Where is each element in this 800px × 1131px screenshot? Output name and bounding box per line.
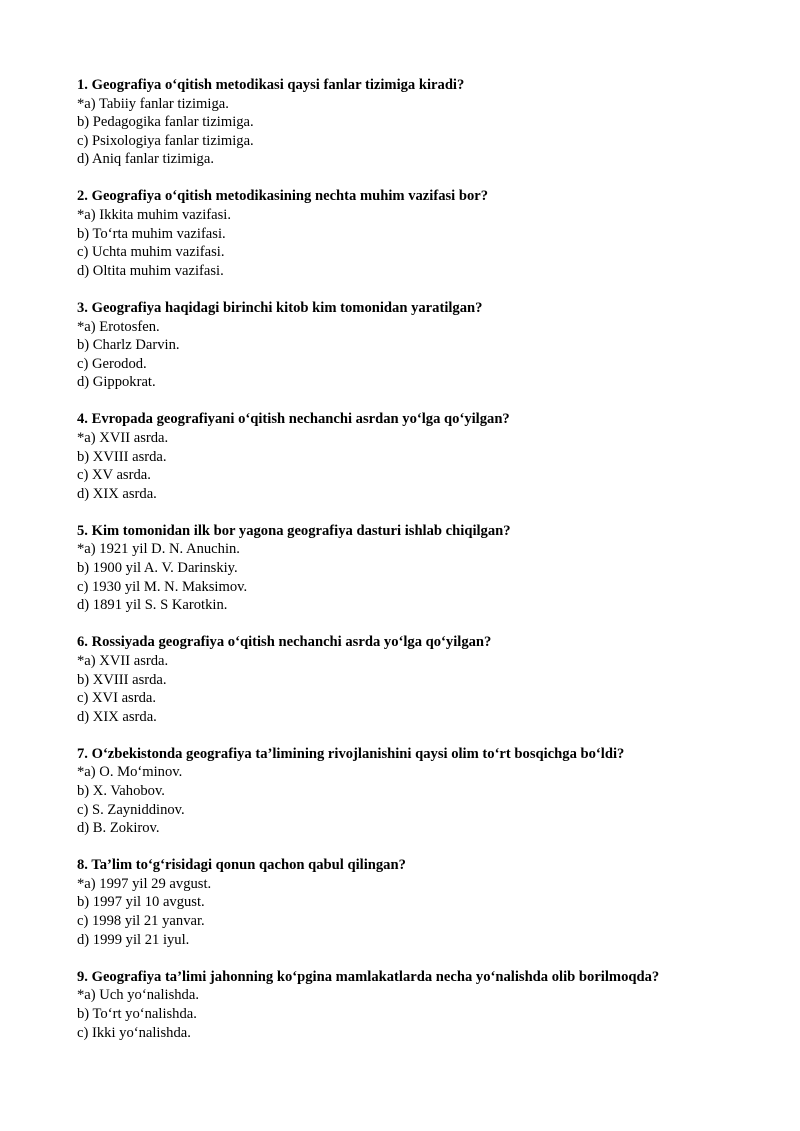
question-8 xyxy=(77,856,777,949)
question-title: 3. Geografiya haqidagi birinchi kitob kim tomonidan yaratilgan? xyxy=(77,299,483,316)
answer-option: *a) 1997 yil 29 avgust. xyxy=(77,875,212,892)
document-page xyxy=(77,76,777,1061)
answer-option: d) Aniq fanlar tizimiga. xyxy=(77,151,214,168)
question-title: 5. Kim tomonidan ilk bor yagona geografiya dasturi ishlab chiqilgan? xyxy=(77,522,511,539)
answer-option: b) Pedagogika fanlar tizimiga. xyxy=(77,114,254,131)
question-title: 9. Geografiya ta’limi jahonning ko‘pgina mamlakatlarda necha yo‘nalishda olib borilmoqda? xyxy=(77,968,660,985)
answer-option: d) XIX asrda. xyxy=(77,485,157,502)
answer-option: *a) Ikkita muhim vazifasi. xyxy=(77,207,231,224)
answer-option: d) B. Zokirov. xyxy=(77,820,160,837)
answer-option: *a) Tabiiy fanlar tizimiga. xyxy=(77,95,229,112)
answer-option: *a) Erotosfen. xyxy=(77,318,160,335)
question-title: 7. O‘zbekistonda geografiya ta’limining rivojlanishini qaysi olim to‘rt bosqichga bo‘ldi? xyxy=(77,745,625,762)
answer-option: b) 1997 yil 10 avgust. xyxy=(77,894,205,911)
answer-option: b) X. Vahobov. xyxy=(77,783,165,799)
question-title: 1. Geografiya o‘qitish metodikasi qaysi fanlar tizimiga kiradi? xyxy=(77,77,465,93)
question-6 xyxy=(77,633,777,726)
answer-option: d) Gippokrat. xyxy=(77,374,156,391)
answer-option: *a) O. Mo‘minov. xyxy=(77,764,183,781)
question-7 xyxy=(77,745,777,838)
answer-option: *a) Uch yo‘nalishda. xyxy=(77,987,199,1004)
answer-option: d) Oltita muhim vazifasi. xyxy=(77,262,224,279)
answer-option: b) Charlz Darvin. xyxy=(77,337,180,354)
answer-option: b) XVIII asrda. xyxy=(77,448,167,465)
question-1 xyxy=(77,76,777,169)
question-9 xyxy=(77,968,777,1042)
question-2 xyxy=(77,187,777,280)
answer-option: d) 1891 yil S. S Karotkin. xyxy=(77,597,228,614)
question-title: 2. Geografiya o‘qitish metodikasining nechta muhim vazifasi bor? xyxy=(77,188,489,205)
answer-option: c) Gerodod. xyxy=(77,355,147,372)
question-title: 4. Evropada geografiyani o‘qitish nechanchi asrdan yo‘lga qo‘yilgan? xyxy=(77,411,510,428)
question-title: 8. Ta’lim to‘g‘risidagi qonun qachon qabul qilingan? xyxy=(77,857,406,874)
answer-option: c) Uchta muhim vazifasi. xyxy=(77,244,225,261)
answer-option: c) XVI asrda. xyxy=(77,690,157,707)
answer-option: c) 1930 yil M. N. Maksimov. xyxy=(77,578,248,595)
answer-option: *a) XVII asrda. xyxy=(77,652,169,669)
answer-option: *a) XVII asrda. xyxy=(77,430,169,446)
answer-option: *a) 1921 yil D. N. Anuchin. xyxy=(77,541,240,558)
question-5 xyxy=(77,522,777,615)
answer-option: d) 1999 yil 21 iyul. xyxy=(77,931,190,948)
answer-option: c) S. Zayniddinov. xyxy=(77,801,185,818)
question-4 xyxy=(77,410,777,503)
answer-option: b) To‘rt yo‘nalishda. xyxy=(77,1005,197,1022)
answer-option: b) To‘rta muhim vazifasi. xyxy=(77,225,226,242)
answer-option: b) 1900 yil A. V. Darinskiy. xyxy=(77,560,238,577)
answer-option: d) XIX asrda. xyxy=(77,708,157,725)
answer-option: c) XV asrda. xyxy=(77,467,151,484)
answer-option: c) Psixologiya fanlar tizimiga. xyxy=(77,132,254,149)
answer-option: b) XVIII asrda. xyxy=(77,671,167,688)
answer-option: c) Ikki yo‘nalishda. xyxy=(77,1024,191,1041)
answer-option: c) 1998 yil 21 yanvar. xyxy=(77,913,205,930)
question-3 xyxy=(77,299,777,392)
question-title: 6. Rossiyada geografiya o‘qitish nechanchi asrda yo‘lga qo‘yilgan? xyxy=(77,634,492,651)
